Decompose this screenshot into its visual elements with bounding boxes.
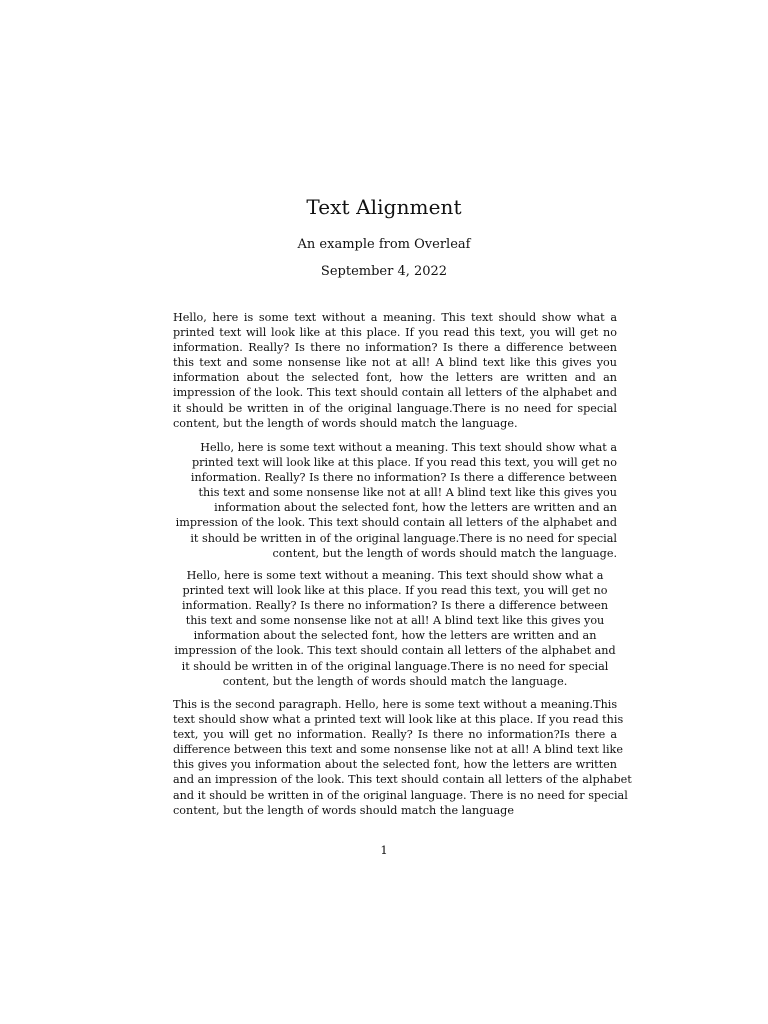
paragraph-line: printed text will look like at this place. If you read this text, you will get no — [182, 584, 608, 598]
paragraph-line: text, you will get no information. Really? Is there no information?Is there a — [173, 728, 617, 742]
document-subtitle: An example from Overleaf — [297, 237, 471, 252]
paragraph-line: This is the second paragraph. Hello, here is some text without a meaning.This — [173, 698, 618, 711]
paragraph-line: and an impression of the look. This text should contain all letters of the alphabet — [173, 773, 632, 787]
paragraph-line: impression of the look. This text should contain all letters of the alphabet and — [173, 386, 617, 400]
paragraph-line: content, but the length of words should match the language. — [272, 546, 617, 560]
paragraph-line: it should be written in of the original language.There is no need for special — [173, 401, 617, 415]
paragraph-line: Hello, here is some text without a meaning. This text should show what a — [186, 569, 604, 582]
paragraph-line: it should be written in of the original language.There is no need for special — [190, 531, 617, 545]
paragraph-line: printed text will look like at this place. If you read this text, you will get no — [173, 326, 617, 340]
paragraph-line: printed text will look like at this place. If you read this text, you will get no — [191, 456, 617, 470]
paragraph-line: content, but the length of words should match the language. — [173, 416, 518, 430]
paragraph-line: and it should be written in of the original language. There is no need for special — [173, 788, 628, 802]
paragraph-line: Hello, here is some text without a meaning. This text should show what a — [200, 441, 617, 454]
paragraph-line: this text and some nonsense like not at all! A blind text like this gives you — [185, 614, 605, 628]
paragraph-line: information. Really? Is there no information? Is there a difference between — [181, 599, 609, 613]
paragraph-line: information. Really? Is there no information? Is there a difference between — [173, 341, 617, 355]
paragraph-line: Hello, here is some text without a meaning. This text should show what a — [173, 311, 617, 324]
second-justified-paragraph — [173, 697, 632, 818]
paragraph-line: information. Really? Is there no information? Is there a difference between — [190, 471, 617, 485]
paragraph-line: information about the selected font, how the letters are written and an — [173, 371, 617, 385]
paragraph-line: this text and some nonsense like not at all! A blind text like this gives you — [198, 486, 617, 500]
paragraph-line: impression of the look. This text should contain all letters of the alphabet and — [175, 516, 617, 530]
document-date: September 4, 2022 — [320, 264, 448, 279]
paragraph-line: this gives you information about the selected font, how the letters are written — [173, 758, 617, 772]
paragraph-line: text should show what a printed text will look like at this place. If you read this — [173, 713, 624, 727]
paragraph-line: it should be written in of the original language.There is no need for special — [181, 659, 609, 673]
left-justified-paragraph — [173, 310, 617, 431]
paragraph-line: difference between this text and some nonsense like not at all! A blind text like — [173, 743, 623, 757]
paragraph-line: content, but the length of words should match the language — [173, 803, 514, 817]
page-number: 1 — [380, 843, 388, 857]
centered-paragraph — [173, 568, 617, 689]
paragraph-line: impression of the look. This text should contain all letters of the alphabet and — [174, 644, 616, 658]
paragraph-line: information about the selected font, how the letters are written and an — [193, 629, 597, 643]
paragraph-line: information about the selected font, how the letters are written and an — [214, 501, 617, 515]
paragraph-line: this text and some nonsense like not at all! A blind text like this gives you — [173, 356, 617, 370]
paragraph-line: content, but the length of words should match the language. — [222, 674, 568, 688]
document-title: Text Alignment — [306, 195, 462, 219]
right-aligned-paragraph — [173, 440, 617, 561]
